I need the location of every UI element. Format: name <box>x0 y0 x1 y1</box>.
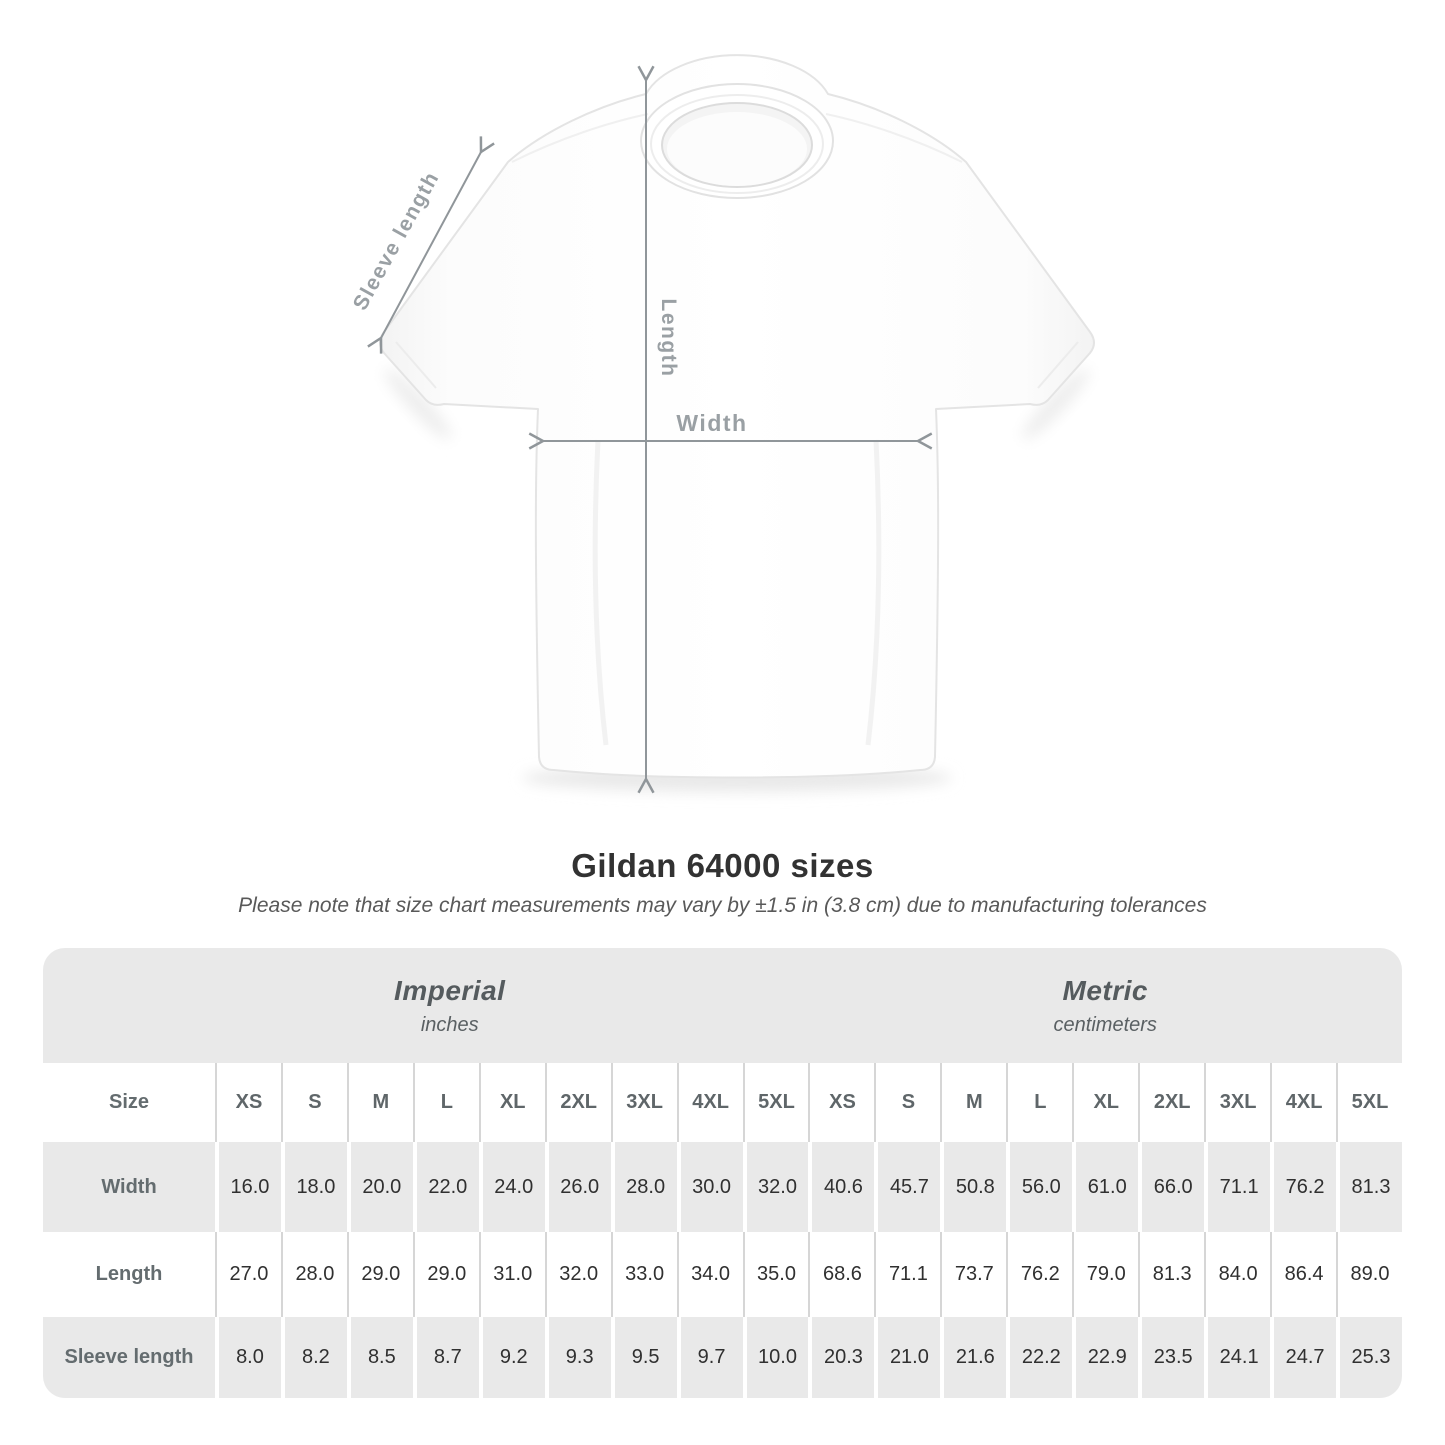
size-col-header: XL <box>1072 1063 1138 1142</box>
value-cell: 22.2 <box>1006 1317 1072 1398</box>
value-cell: 20.0 <box>347 1142 413 1232</box>
group-header-imperial <box>43 948 808 1063</box>
value-cell: 20.3 <box>808 1317 874 1398</box>
value-cell: 9.2 <box>479 1317 545 1398</box>
value-cell: 28.0 <box>281 1232 347 1317</box>
size-col-header: 5XL <box>1336 1063 1402 1142</box>
group-title: Metric <box>1062 974 1148 1006</box>
value-cell: 66.0 <box>1138 1142 1204 1232</box>
value-cell: 8.5 <box>347 1317 413 1398</box>
value-cell: 29.0 <box>347 1232 413 1317</box>
width-label: Width <box>676 410 748 436</box>
size-table <box>43 948 1402 1398</box>
size-col-header: M <box>940 1063 1006 1142</box>
value-cell: 21.0 <box>874 1317 940 1398</box>
value-cell: 16.0 <box>215 1142 281 1232</box>
size-col-header: XS <box>808 1063 874 1142</box>
size-col-header: 3XL <box>1204 1063 1270 1142</box>
size-col-header: XL <box>479 1063 545 1142</box>
size-col-header: L <box>413 1063 479 1142</box>
group-unit: inches <box>420 1013 479 1036</box>
value-cell: 71.1 <box>874 1232 940 1317</box>
value-cell: 31.0 <box>479 1232 545 1317</box>
value-cell: 61.0 <box>1072 1142 1138 1232</box>
value-cell: 73.7 <box>940 1232 1006 1317</box>
group-unit: centimeters <box>1053 1013 1157 1036</box>
value-cell: 33.0 <box>611 1232 677 1317</box>
group-header-metric <box>808 948 1402 1063</box>
size-col-header: 5XL <box>743 1063 809 1142</box>
row-label: Sleeve length <box>43 1317 215 1398</box>
value-cell: 24.7 <box>1270 1317 1336 1398</box>
value-cell: 28.0 <box>611 1142 677 1232</box>
page-title: Gildan 64000 sizes <box>571 847 874 884</box>
value-cell: 40.6 <box>808 1142 874 1232</box>
group-header-inner <box>1054 975 1157 1037</box>
value-cell: 79.0 <box>1072 1232 1138 1317</box>
size-col-header: L <box>1006 1063 1072 1142</box>
value-cell: 8.2 <box>281 1317 347 1398</box>
group-header-inner <box>394 975 505 1037</box>
size-col-header: 3XL <box>611 1063 677 1142</box>
value-cell: 89.0 <box>1336 1232 1402 1317</box>
value-cell: 29.0 <box>413 1232 479 1317</box>
value-cell: 76.2 <box>1006 1232 1072 1317</box>
value-cell: 50.8 <box>940 1142 1006 1232</box>
value-cell: 9.7 <box>677 1317 743 1398</box>
value-cell: 26.0 <box>545 1142 611 1232</box>
sleeve-length-label: Sleeve length <box>348 167 444 315</box>
value-cell: 35.0 <box>743 1232 809 1317</box>
value-cell: 22.0 <box>413 1142 479 1232</box>
value-cell: 30.0 <box>677 1142 743 1232</box>
row-label: Length <box>43 1232 215 1317</box>
size-col-header: S <box>874 1063 940 1142</box>
table-corner-label: Size <box>43 1063 215 1142</box>
value-cell: 84.0 <box>1204 1232 1270 1317</box>
size-col-header: 4XL <box>677 1063 743 1142</box>
value-cell: 22.9 <box>1072 1317 1138 1398</box>
value-cell: 24.1 <box>1204 1317 1270 1398</box>
value-cell: 9.5 <box>611 1317 677 1398</box>
value-cell: 34.0 <box>677 1232 743 1317</box>
size-col-header: XS <box>215 1063 281 1142</box>
value-cell: 45.7 <box>874 1142 940 1232</box>
value-cell: 21.6 <box>940 1317 1006 1398</box>
value-cell: 10.0 <box>743 1317 809 1398</box>
value-cell: 76.2 <box>1270 1142 1336 1232</box>
value-cell: 68.6 <box>808 1232 874 1317</box>
page-subtitle: Please note that size chart measurements may vary by ±1.5 in (3.8 cm) due to manufacturing tolerances <box>238 894 1207 917</box>
size-col-header: M <box>347 1063 413 1142</box>
value-cell: 32.0 <box>743 1142 809 1232</box>
row-label: Width <box>43 1142 215 1232</box>
value-cell: 81.3 <box>1138 1232 1204 1317</box>
value-cell: 24.0 <box>479 1142 545 1232</box>
size-col-header: 2XL <box>545 1063 611 1142</box>
value-cell: 32.0 <box>545 1232 611 1317</box>
value-cell: 86.4 <box>1270 1232 1336 1317</box>
group-title: Imperial <box>394 974 506 1006</box>
value-cell: 81.3 <box>1336 1142 1402 1232</box>
value-cell: 8.0 <box>215 1317 281 1398</box>
size-col-header: 4XL <box>1270 1063 1336 1142</box>
value-cell: 56.0 <box>1006 1142 1072 1232</box>
size-col-header: 2XL <box>1138 1063 1204 1142</box>
length-label: Length <box>657 298 680 378</box>
value-cell: 8.7 <box>413 1317 479 1398</box>
value-cell: 9.3 <box>545 1317 611 1398</box>
value-cell: 25.3 <box>1336 1317 1402 1398</box>
size-col-header: S <box>281 1063 347 1142</box>
value-cell: 71.1 <box>1204 1142 1270 1232</box>
value-cell: 27.0 <box>215 1232 281 1317</box>
value-cell: 18.0 <box>281 1142 347 1232</box>
value-cell: 23.5 <box>1138 1317 1204 1398</box>
